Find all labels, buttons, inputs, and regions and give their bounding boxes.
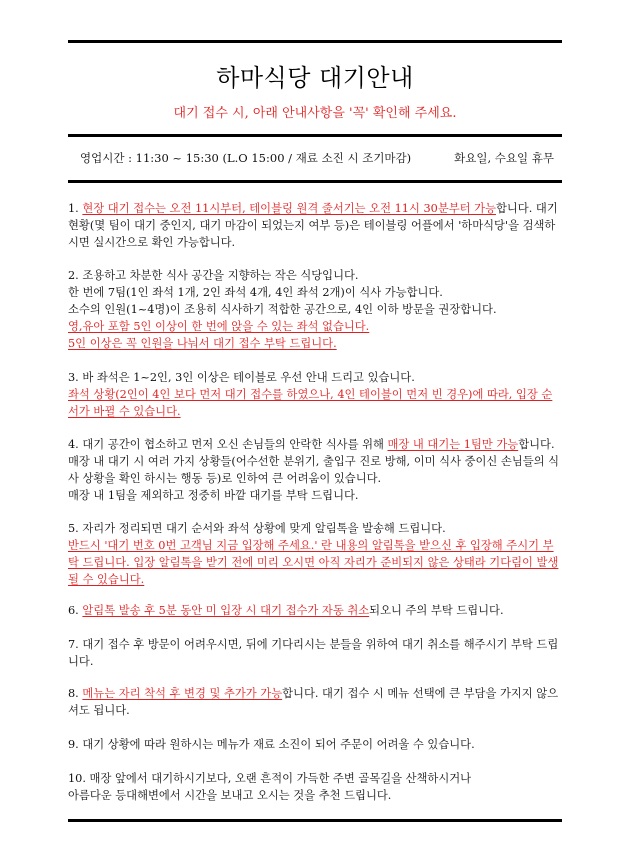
notice-text: 합니다. 대기 접수 시 메뉴 선택에 큰 부담을 가지지 않으셔도 됩니다. [68,687,559,717]
highlighted-text: 좌석 상황(2인이 4인 보다 먼저 대기 접수를 하였으나, 4인 테이블이 먼저 빈 경우)에 따라, 입장 순서가 바뀔 수 있습니다. [68,388,553,418]
highlighted-text: 반드시 '대기 번호 0번 고객님 지금 입장해 주세요.' 란 내용의 알림톡을 받으신 후 입장해 주시기 부탁 드립니다. 입장 알림톡을 받기 전에 미리 오시면 아직 자리가 준비되지 않은 상태라 기다림이 발생 될 수 있습니다. [68,539,559,586]
notice-text: 5. 자리가 정리되면 대기 순서와 좌석 상황에 맞게 알림톡을 발송해 드립니다. [68,522,446,535]
notice-item [68,602,562,619]
highlighted-text: 알림톡 발송 후 5분 동안 미 입장 시 대기 접수가 자동 취소 [82,604,370,617]
notice-text: 2. 조용하고 차분한 식사 공간을 지향하는 작은 식당입니다. [68,269,359,282]
highlighted-text: 현장 대기 접수는 오전 11시부터, 테이블링 원격 줄서기는 오전 11시 30분부터 가능 [82,202,496,215]
notice-text: 3. 바 좌석은 1~2인, 3인 이상은 테이블로 우선 안내 드리고 있습니다. [68,371,415,384]
notice-item [68,685,562,719]
notice-text: 소수의 인원(1~4명)이 조용히 식사하기 적합한 공간으로, 4인 이하 방문을 권장합니다. [68,303,497,316]
notice-text: 7. 대기 접수 후 방문이 어려우시면, 뒤에 기다리시는 분들을 위하여 대기 취소를 해주시기 부탁 드립니다. [68,638,559,668]
closed-days: 화요일, 수요일 휴무 [454,151,554,165]
notice-text: 1. [68,202,83,215]
notice-item [68,736,562,753]
business-hours: 영업시간 : 11:30 ~ 15:30 (L.O 15:00 / 재료 소진 시 조기마감) [80,151,412,165]
notice-item [68,267,562,352]
notice-text: 매장 내 1팀을 제외하고 정중히 바깥 대기를 부탁 드립니다. [68,489,359,502]
notice-item [68,520,562,588]
notice-text: 9. 대기 상황에 따라 원하시는 메뉴가 재료 소진이 되어 주문이 어려울 수 있습니다. [68,738,475,751]
highlighted-text: 영,유아 포함 5인 이상이 한 번에 앉을 수 있는 좌석 없습니다. [68,320,370,333]
notice-text: 합니다. 대기 현황(몇 팀이 대기 중인지, 대기 마감이 되었는지 여부 등)은 테이블링 어플에서 '하마식당'을 검색하시면 실시간으로 확인 가능합니다. [68,202,558,249]
notice-item [68,200,562,251]
notice-text: 되오니 주의 부탁 드립니다. [369,604,504,617]
notice-item [68,636,562,670]
notice-item [68,369,562,420]
notice-text: 합니다. 매장 내 대기 시 여러 가지 상황들(어수선한 분위기, 출입구 진로 방해, 이미 식사 중이신 손님들의 식사 상황을 확인 하시는 행동 등)로 인하여 큰 어려움이 있습니다. [68,438,560,485]
page-subtitle: 대기 접수 시, 아래 안내사항을 '꼭' 확인해 주세요. [173,106,457,121]
highlighted-text: 매장 내 대기는 1팀만 가능 [387,438,519,451]
highlighted-text: 5인 이상은 꼭 인원을 나눠서 대기 접수 부탁 드립니다. [68,337,337,350]
top-rule [68,40,562,43]
bottom-rule [68,819,562,822]
notice-item [68,770,562,804]
notice-text: 한 번에 7팀(1인 좌석 1개, 2인 좌석 4개, 4인 좌석 2개)이 식사 가능합니다. [68,286,443,299]
header-divider [68,134,562,137]
page-title: 하마식당 대기안내 [216,64,414,92]
notice-text: 4. 대기 공간이 협소하고 먼저 오신 손님들의 안락한 식사를 위해 [68,438,388,451]
notice-text: 6. [68,604,83,617]
notice-text: 아름다운 등대해변에서 시간을 보내고 오시는 것을 추천 드립니다. [68,789,392,802]
highlighted-text: 메뉴는 자리 착석 후 변경 및 추가가 가능 [82,687,283,700]
notice-item [68,436,562,504]
notice-text: 8. [68,687,83,700]
hours-divider [68,180,562,183]
notice-text: 10. 매장 앞에서 대기하시기보다, 오랜 흔적이 가득한 주변 골목길을 산책하시거나 [68,772,472,785]
